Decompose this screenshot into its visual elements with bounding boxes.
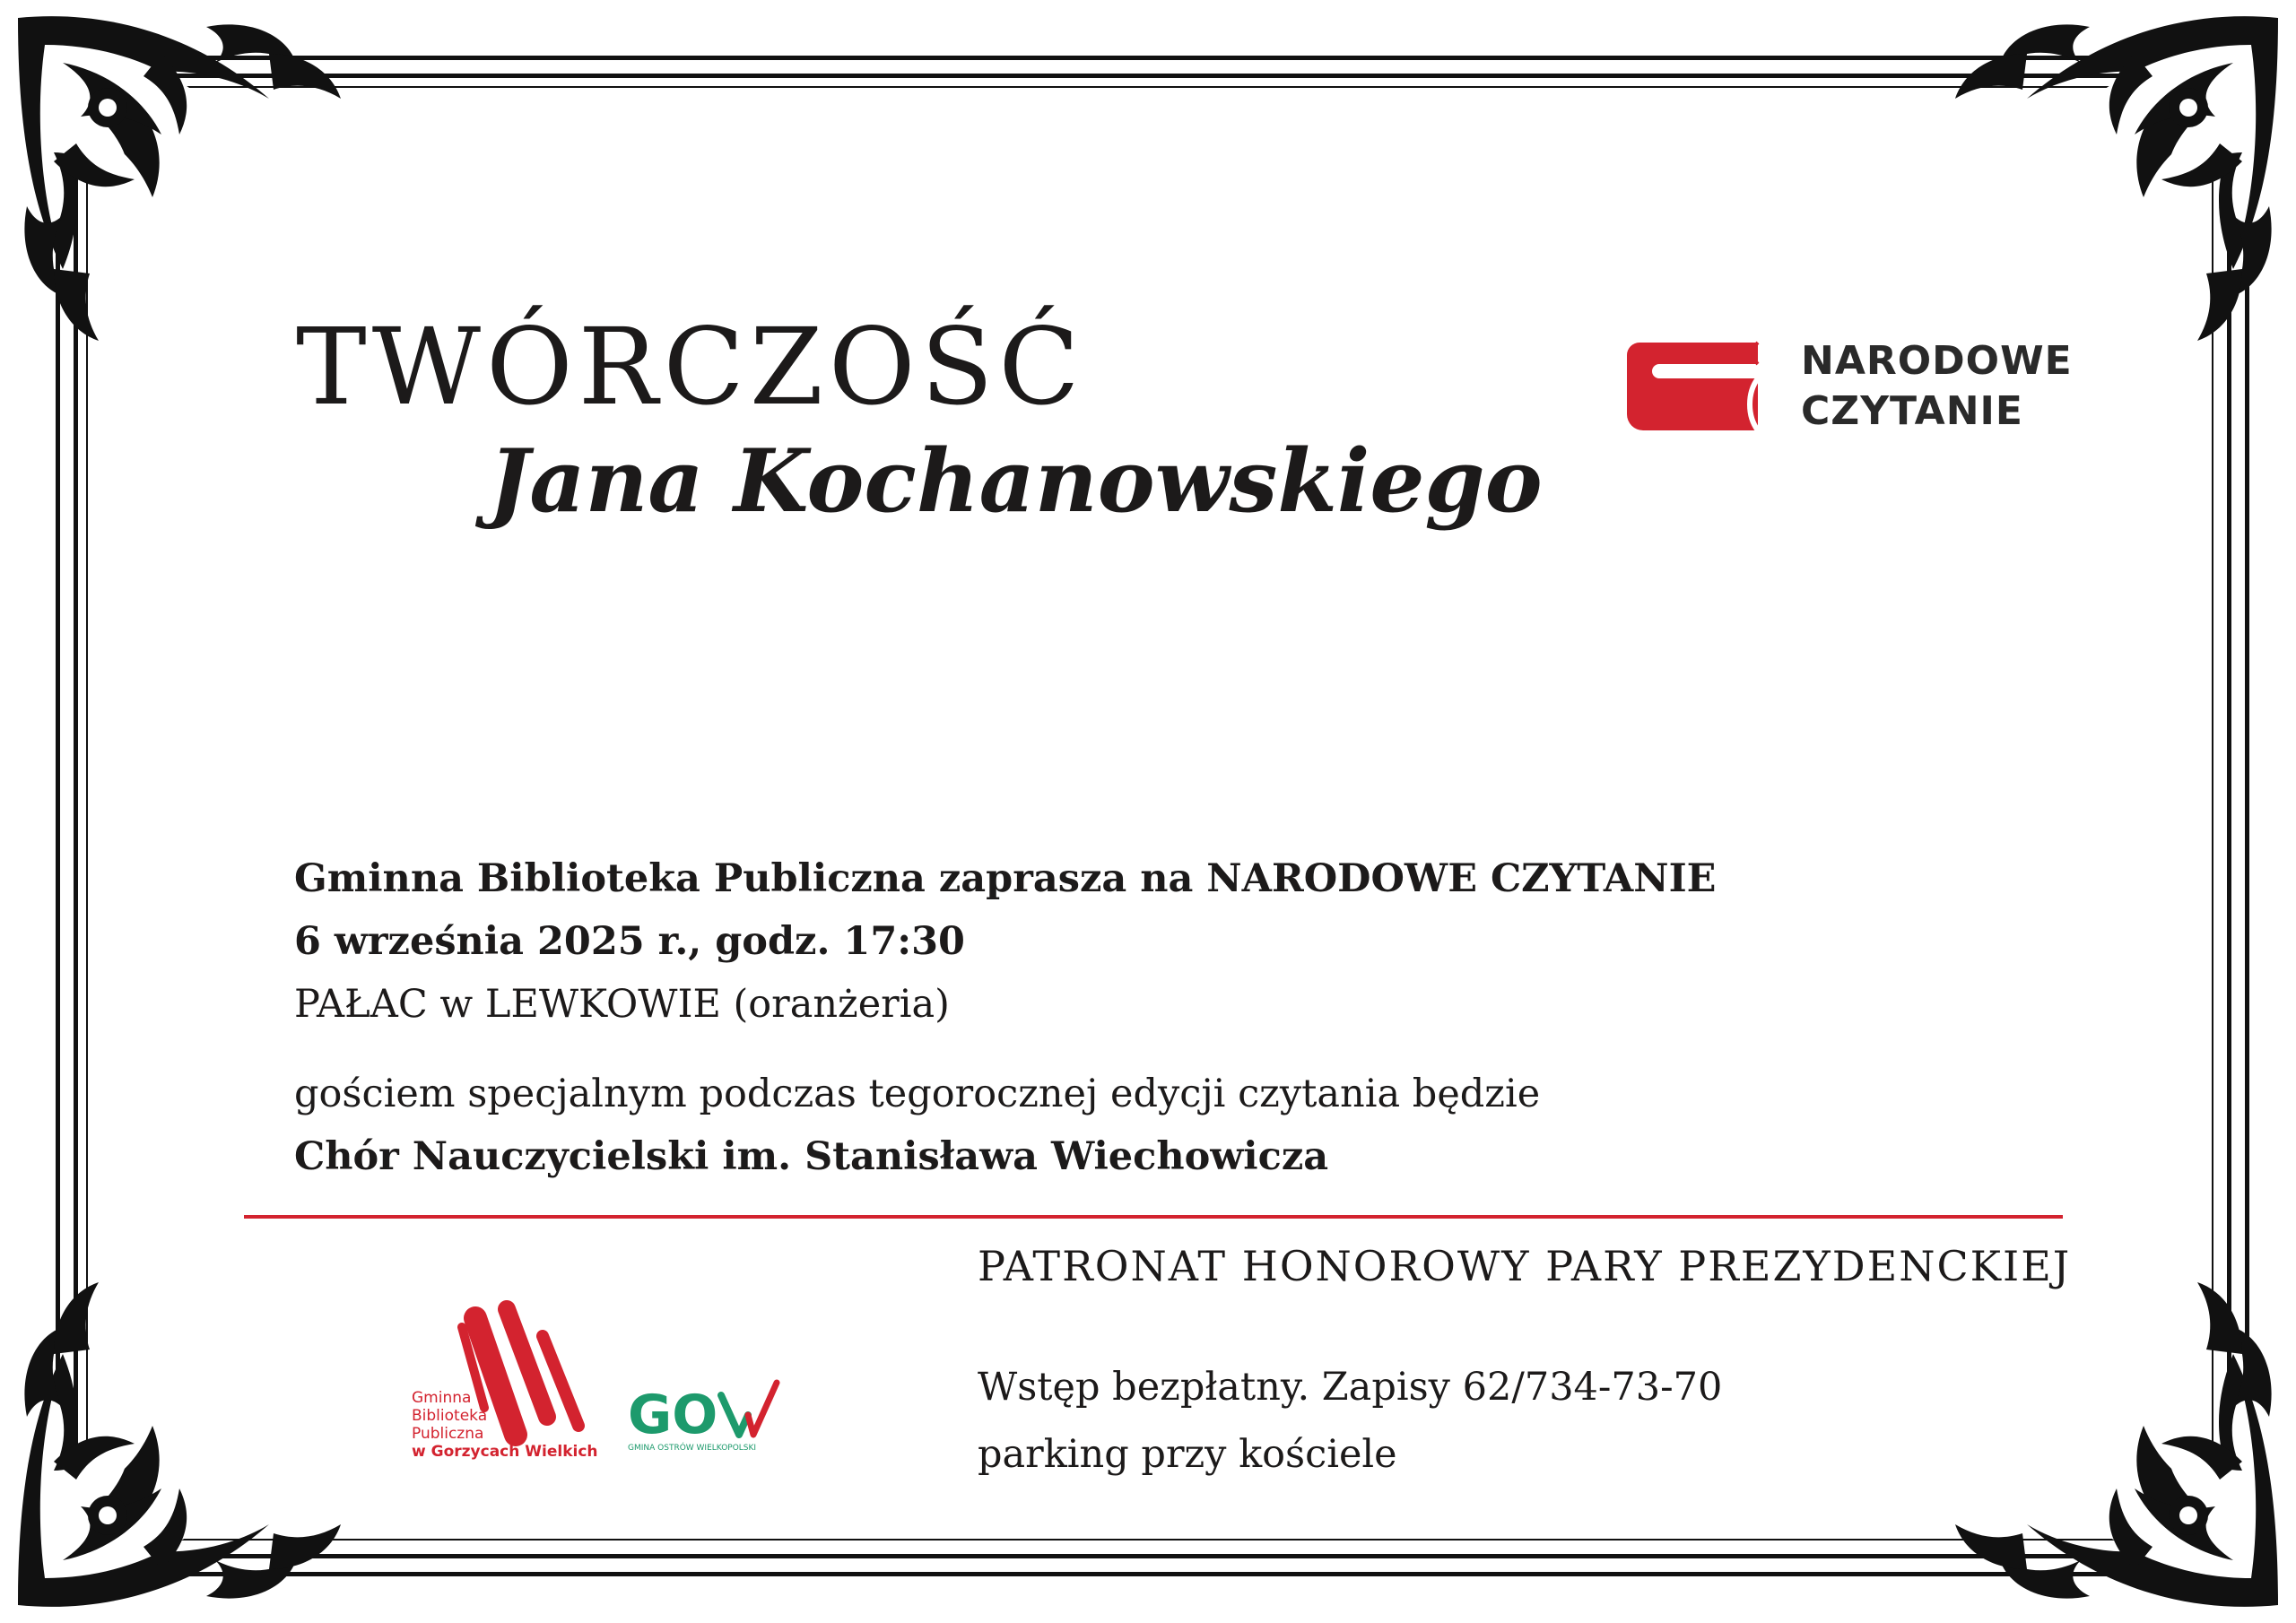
patronage-heading: PATRONAT HONOROWY PARY PREZYDENCKIEJ	[978, 1242, 2072, 1290]
title-main: TWÓRCZOŚĆ	[296, 305, 1085, 429]
library-logo-line4: w Gorzycach Wielkich	[412, 1443, 598, 1461]
divider-line	[244, 1215, 2063, 1219]
narodowe-czytanie-logo	[1623, 336, 2073, 437]
title-subtitle: Jana Kochanowskiego	[489, 430, 1543, 532]
entry-info: Wstęp bezpłatny. Zapisy 62/734-73-70	[978, 1365, 1723, 1410]
narodowe-logo-line2: CZYTANIE	[1801, 388, 2023, 434]
info-invitation: Gminna Biblioteka Publiczna zaprasza na NARODOWE CZYTANIE	[294, 856, 1717, 901]
gow-logo	[628, 1379, 780, 1453]
narodowe-logo-line1: NARODOWE	[1801, 338, 2073, 384]
book-icon	[1623, 337, 1767, 436]
info-date: 6 września 2025 r., godz. 17:30	[294, 919, 965, 964]
library-logo-line2: Biblioteka	[412, 1407, 488, 1425]
info-guest-name: Chór Nauczycielski im. Stanisława Wiechowicza	[294, 1134, 1329, 1179]
library-logo-line3: Publiczna	[412, 1425, 484, 1443]
parking-info: parking przy kościele	[978, 1432, 1397, 1477]
library-logo-text	[412, 1389, 598, 1461]
gow-logo-word: GO	[628, 1384, 718, 1446]
gow-check-icon	[718, 1379, 780, 1442]
info-location: PAŁAC w LEWKOWIE (oranżeria)	[294, 982, 950, 1027]
info-guest-intro: gościem specjalnym podczas tegorocznej edycji czytania będzie	[294, 1072, 1541, 1116]
gow-logo-subtitle: GMINA OSTRÓW WIELKOPOLSKI	[628, 1444, 757, 1453]
corner-ornament-bottom-left	[0, 1211, 413, 1623]
library-logo-line1: Gminna	[412, 1389, 472, 1407]
